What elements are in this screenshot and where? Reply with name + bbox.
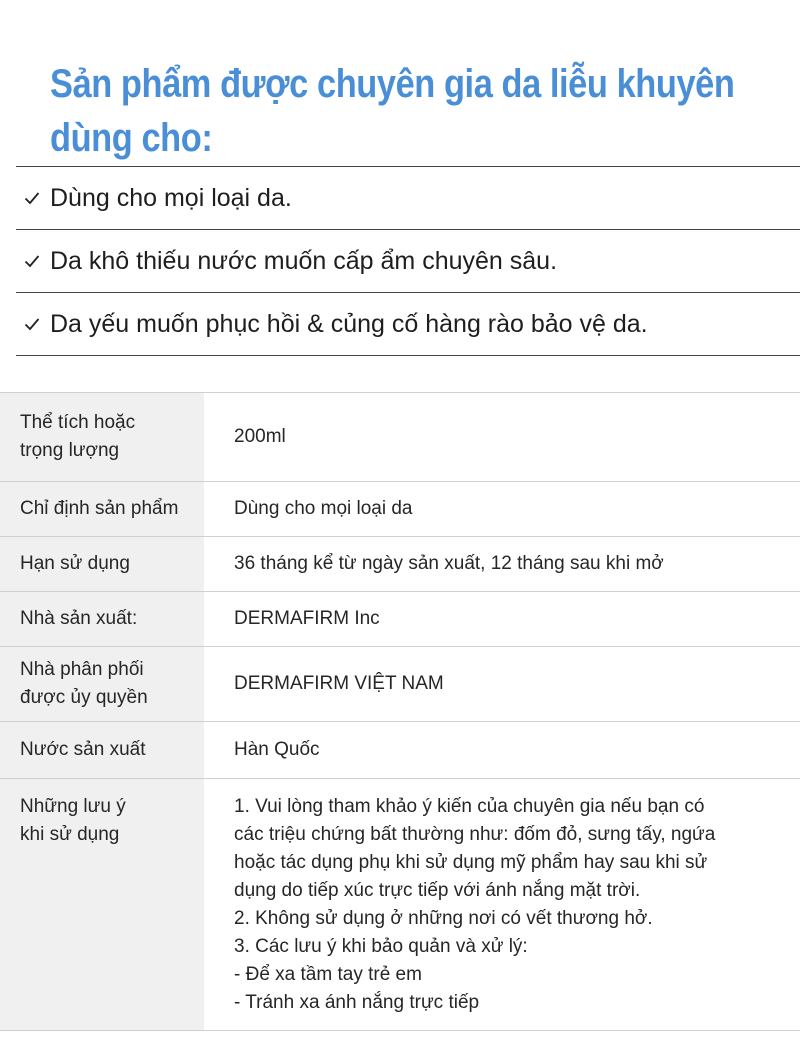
note-line: - Để xa tầm tay trẻ em <box>234 964 422 985</box>
title-line-2: dùng cho: <box>50 115 213 160</box>
spec-table <box>0 392 800 1031</box>
recommendation-item <box>16 230 800 293</box>
recommendation-text: Dùng cho mọi loại da. <box>50 183 292 212</box>
spec-value-notes <box>204 779 800 1031</box>
spec-label-line: Nhà phân phối <box>20 659 144 680</box>
spec-row-notes <box>0 779 800 1031</box>
recommendation-item <box>16 293 800 356</box>
spec-row-expiry <box>0 537 800 592</box>
spec-row-manufacturer <box>0 592 800 647</box>
note-line: 3. Các lưu ý khi bảo quản và xử lý: <box>234 936 528 957</box>
spec-label <box>0 393 204 482</box>
note-line: các triệu chứng bất thường như: đốm đỏ, sưng tấy, ngứa <box>234 824 716 845</box>
spec-label: Nước sản xuất <box>0 722 204 779</box>
spec-value: 36 tháng kể từ ngày sản xuất, 12 tháng sau khi mở <box>204 537 800 592</box>
spec-label: Chỉ định sản phẩm <box>0 482 204 537</box>
note-line: - Tránh xa ánh nắng trực tiếp <box>234 992 480 1013</box>
spec-label: Hạn sử dụng <box>0 537 204 592</box>
spec-label: Nhà sản xuất: <box>0 592 204 647</box>
spec-row-indication <box>0 482 800 537</box>
spec-row-volume <box>0 393 800 482</box>
note-line: 1. Vui lòng tham khảo ý kiến của chuyên gia nếu bạn có <box>234 796 705 817</box>
spec-value: 200ml <box>204 393 800 482</box>
spec-value: Dùng cho mọi loại da <box>204 482 800 537</box>
check-icon <box>24 316 40 332</box>
spec-label-line: được ủy quyền <box>20 687 148 708</box>
spec-label-line: trọng lượng <box>20 440 120 461</box>
recommendation-list <box>16 166 800 356</box>
note-line: hoặc tác dụng phụ khi sử dụng mỹ phẩm hay sau khi sử <box>234 852 708 873</box>
title-line-1: Sản phẩm được chuyên gia da liễu khuyên <box>50 61 735 106</box>
spec-label <box>0 647 204 722</box>
spec-value: Hàn Quốc <box>204 722 800 779</box>
spec-row-origin <box>0 722 800 779</box>
recommendation-text: Da yếu muốn phục hồi & củng cố hàng rào bảo vệ da. <box>50 309 648 338</box>
note-line: dụng do tiếp xúc trực tiếp với ánh nắng mặt trời. <box>234 880 641 901</box>
check-icon <box>24 253 40 269</box>
spec-row-distributor <box>0 647 800 722</box>
recommendation-item <box>16 167 800 230</box>
note-line: 2. Không sử dụng ở những nơi có vết thương hở. <box>234 908 653 929</box>
spec-label-line: Thể tích hoặc <box>20 412 136 433</box>
spec-label <box>0 779 204 1031</box>
page-title <box>50 57 735 165</box>
spec-value: DERMAFIRM VIỆT NAM <box>204 647 800 722</box>
spec-label-line: Những lưu ý <box>20 796 126 817</box>
spec-label-line: khi sử dụng <box>20 824 120 845</box>
spec-value: DERMAFIRM Inc <box>204 592 800 647</box>
check-icon <box>24 190 40 206</box>
recommendation-text: Da khô thiếu nước muốn cấp ẩm chuyên sâu. <box>50 246 558 275</box>
